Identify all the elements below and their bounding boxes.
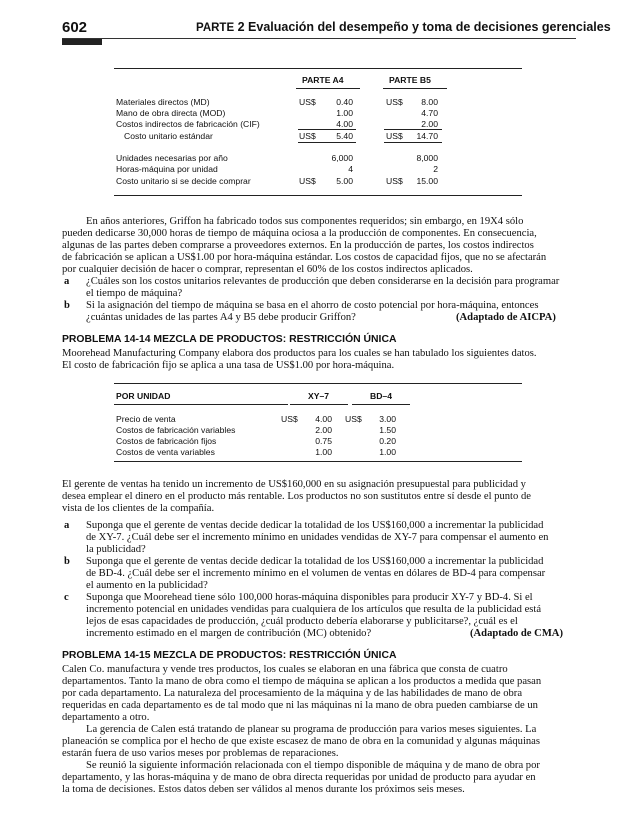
col-header-a4: PARTE A4 xyxy=(302,75,344,85)
value-b5: 8.00 xyxy=(421,97,438,107)
question-letter: a xyxy=(64,276,70,287)
text-line: la toma de decisiones. Estos datos deben ser válidos al menos durante los próximos seis meses. xyxy=(62,784,465,795)
value-a4: 1.00 xyxy=(336,108,353,118)
col-header-bd4: BD–4 xyxy=(370,391,392,401)
text-line: por cualquier decisión de hacer o comprar, representan el 60% de los costos indirectos aplicados. xyxy=(62,264,473,275)
value-a4: 4 xyxy=(348,164,353,174)
header-rule xyxy=(290,404,348,405)
problem-14-14-heading: PROBLEMA 14-14 MEZCLA DE PRODUCTOS: RESTRICCIÓN ÚNICA xyxy=(62,334,397,345)
text-line: Suponga que el gerente de ventas decide dedicar la totalidad de los US$160,000 a incrementar la publicidad xyxy=(86,556,544,567)
page-number: 602 xyxy=(62,19,88,36)
currency: US$ xyxy=(299,131,316,141)
text-line: Moorehead Manufacturing Company elabora dos productos para los cuales se han tabulado los siguientes datos. xyxy=(62,348,537,359)
text-line: Calen Co. manufactura y vende tres productos, los cuales se elaboran en una fábrica que consta de cuatro xyxy=(62,664,508,675)
row-label: Costos de venta variables xyxy=(116,447,215,457)
text-line: incremento potencial en unidades vendidas para cualquiera de los artículos que resulta de la publicidad está xyxy=(86,604,542,615)
text-line: lejos de esas capacidades de producción, ¿cuál producto debería elaborarse y publicitarse?, ¿cuál es el xyxy=(86,616,518,627)
text-line: El gerente de ventas ha tenido un incremento de US$160,000 en su asignación presupuestal para publicidad y xyxy=(62,479,526,490)
sum-underline xyxy=(384,129,442,130)
value-a4: 0.40 xyxy=(336,97,353,107)
row-label: Unidades necesarias por año xyxy=(116,153,228,163)
text-line: Suponga que el gerente de ventas decide dedicar la totalidad de los US$160,000 a incrementar la publicidad xyxy=(86,520,544,531)
question-letter: a xyxy=(64,520,70,531)
value-b5: 8,000 xyxy=(416,153,438,163)
header-rule xyxy=(114,404,288,405)
table-top-rule xyxy=(114,68,522,69)
currency: US$ xyxy=(386,131,403,141)
text-line: de BD-4. ¿Cuál debe ser el incremento mínimo en el volumen de ventas en dólares de BD-4 para compensar xyxy=(86,568,546,579)
col-header-xy7: XY–7 xyxy=(308,391,330,401)
row-label: Costos de fabricación fijos xyxy=(116,436,217,446)
text-line: Se reunió la siguiente información relacionada con el tiempo disponible de máquina y de mano de obra por xyxy=(86,760,540,771)
part-label: PARTE xyxy=(196,22,235,34)
value-b5: 14.70 xyxy=(416,131,438,141)
row-label: Costos indirectos de fabricación (CIF) xyxy=(116,119,260,129)
row-label: Costo unitario si se decide comprar xyxy=(116,176,251,186)
value-b5: 15.00 xyxy=(416,176,438,186)
text-line: requeridas en cada departamento es de tal modo que ni las máquinas ni la mano de obra pueden cambiarse de un xyxy=(62,700,538,711)
row-label: Precio de venta xyxy=(116,414,176,424)
text-line: vista de los clientes de la compañía. xyxy=(62,503,215,514)
col-rule-a4 xyxy=(296,88,360,89)
value-bd4: 0.20 xyxy=(379,436,396,446)
text-line: La gerencia de Calen está tratando de planear su programa de producción para varios meses siguientes. La xyxy=(86,724,537,735)
col-header-b5: PARTE B5 xyxy=(389,75,431,85)
table-top-rule xyxy=(114,383,522,384)
question-letter: b xyxy=(64,556,70,567)
currency: US$ xyxy=(386,176,403,186)
table-bottom-rule xyxy=(114,461,522,462)
table-bottom-rule xyxy=(114,195,522,196)
text-line: estarán fuera de uso varios meses por problemas de reparaciones. xyxy=(62,748,339,759)
text-line: ¿cuántas unidades de las partes A4 y B5 debe producir Griffon? xyxy=(86,312,356,323)
text-line: de fabricación se aplican a US$1.00 por hora-máquina estándar. Los costos de capacidad fijos, que no se afectarán xyxy=(62,252,547,263)
header-block xyxy=(62,39,102,45)
value-a4: 4.00 xyxy=(336,119,353,129)
value-bd4: 1.50 xyxy=(379,425,396,435)
text-line: de XY-7. ¿Cuál debe ser el incremento mínimo en unidades vendidas de XY-7 para compensar el aumento en xyxy=(86,532,549,543)
text-line: En años anteriores, Griffon ha fabricado todos sus componentes requeridos; sin embargo, en 19X4 sólo xyxy=(86,216,524,227)
text-line: departamento a otro. xyxy=(62,712,150,723)
value-a4: 5.40 xyxy=(336,131,353,141)
text-line: incremento estimado en el margen de contribución (MC) obtenido? xyxy=(86,628,372,639)
value-bd4: 3.00 xyxy=(379,414,396,424)
currency: US$ xyxy=(299,176,316,186)
text-line: el tiempo de máquina? xyxy=(86,288,183,299)
value-xy7: 0.75 xyxy=(315,436,332,446)
value-bd4: 1.00 xyxy=(379,447,396,457)
value-b5: 2.00 xyxy=(421,119,438,129)
row-label: Costos de fabricación variables xyxy=(116,425,236,435)
total-underline xyxy=(384,142,442,143)
currency: US$ xyxy=(345,414,362,424)
problem-14-15-heading: PROBLEMA 14-15 MEZCLA DE PRODUCTOS: RESTRICCIÓN ÚNICA xyxy=(62,650,397,661)
header-rule xyxy=(62,38,576,39)
sum-underline xyxy=(298,129,356,130)
value-xy7: 4.00 xyxy=(315,414,332,424)
table-header-label: POR UNIDAD xyxy=(116,391,171,401)
row-label: Mano de obra directa (MOD) xyxy=(116,108,226,118)
header-rule xyxy=(352,404,410,405)
row-label: Costo unitario estándar xyxy=(124,131,213,141)
col-rule-b5 xyxy=(383,88,447,89)
value-b5: 2 xyxy=(433,164,438,174)
value-xy7: 2.00 xyxy=(315,425,332,435)
text-line: el aumento en la publicidad? xyxy=(86,580,208,591)
row-label: Horas-máquina por unidad xyxy=(116,164,218,174)
text-line: El costo de fabricación fijo se aplica a una tasa de US$1.00 por hora-máquina. xyxy=(62,360,395,371)
value-b5: 4.70 xyxy=(421,108,438,118)
currency: US$ xyxy=(281,414,298,424)
source-citation: (Adaptado de CMA) xyxy=(470,628,563,639)
text-line: Suponga que Moorehead tiene sólo 100,000 horas-máquina disponibles para producir XY-7 y BD-4. Si el xyxy=(86,592,533,603)
text-line: planeación se complica por el hecho de que existe escasez de mano de obra en la comunidad y algunas máquinas xyxy=(62,736,541,747)
value-a4: 5.00 xyxy=(336,176,353,186)
text-line: pueden dedicarse 30,000 horas de tiempo de máquina ociosa a la producción de componentes. En consecuencia, xyxy=(62,228,537,239)
text-line: Si la asignación del tiempo de máquina se basa en el ahorro de costo potencial por hora-máquina, entonces xyxy=(86,300,539,311)
text-line: departamento, y las horas-máquina y de mano de obra directa requeridas por unidad de producto para ayudar en xyxy=(62,772,536,783)
running-header xyxy=(196,20,611,34)
currency: US$ xyxy=(386,97,403,107)
question-letter: b xyxy=(64,300,70,311)
currency: US$ xyxy=(299,97,316,107)
text-line: ¿Cuáles son los costos unitarios relevantes de producción que deben considerarse en la decisión para programar xyxy=(86,276,560,287)
value-xy7: 1.00 xyxy=(315,447,332,457)
part-title: 2 Evaluación del desempeño y toma de decisiones gerenciales xyxy=(237,20,611,34)
text-line: algunas de las partes deben comprarse a proveedores externos. En la producción de partes, los costos indirectos xyxy=(62,240,534,251)
question-letter: c xyxy=(64,592,69,603)
source-citation: (Adaptado de AICPA) xyxy=(456,312,556,323)
text-line: por cada departamento. La naturaleza del procesamiento de la máquina y de las habilidades de mano de obra xyxy=(62,688,523,699)
row-label: Materiales directos (MD) xyxy=(116,97,210,107)
text-line: la publicidad? xyxy=(86,544,146,555)
value-a4: 6,000 xyxy=(331,153,353,163)
total-underline xyxy=(298,142,356,143)
text-line: departamentos. Tanto la mano de obra como el tiempo de máquina se aplican a los productos a medida que pasan xyxy=(62,676,542,687)
text-line: desea emplear el dinero en el producto más rentable. Los productos no son sustitutos entre sí desde el punto de xyxy=(62,491,531,502)
